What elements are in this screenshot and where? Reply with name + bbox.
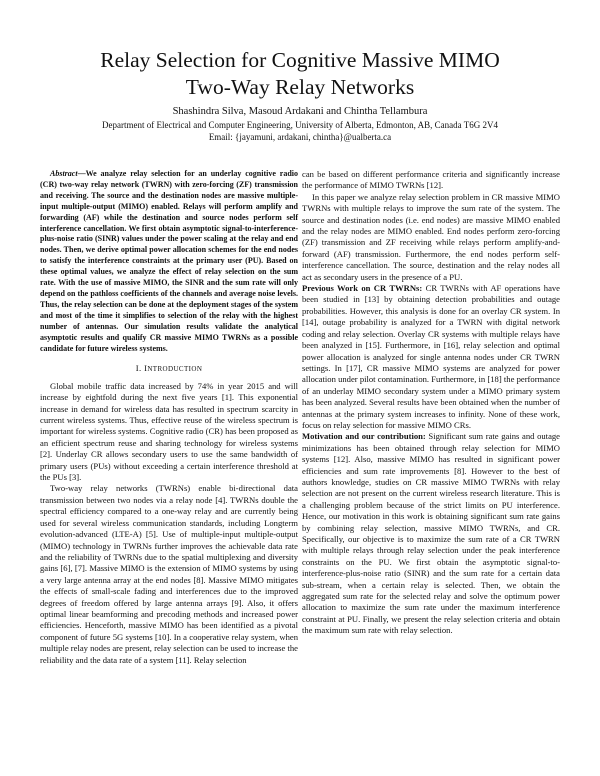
intro-paragraph-2-continued: can be based on different performance criteria and significantly increase the performance of MIMO TWRNs [12].: [302, 169, 560, 191]
previous-work-text: CR TWRNs with AF operations have been studied in [13] by obtaining detection probabilities and outage probabilities. However, this analysis is done for an overlay CR system. In [14], outage probability is analyzed for a TWRN with digital network coding and relay selection. Overlay CR systems with multiple relays have been analyzed in [15]. Furthermore, in [16], relay selection and optimal power allocation is analyzed for single antenna nodes under CR TWRN settings. In [17], CR massive MIMO systems are analyzed for power allocation under pilot contamination. Furthermore, in [18] the performance of an underlay MIMO secondary system under a MIMO primary system has been analyzed. Several results have been obtained when the number of antennas at the primary system increases to infinity. None of these work, focus on relay selection for massive MIMO CRs.: [302, 283, 561, 430]
author-list: Shashindra Silva, Masoud Ardakani and Chintha Tellambura: [172, 106, 428, 117]
paper-title: [40, 47, 560, 101]
intro-paragraph-1: Global mobile traffic data increased by 74% in year 2015 and will increase by eightfold during the next five years [1]. This exponential increase in demand for wireless data has resulted in spectrum scarcity in current wireless systems. Thus, effective reuse of the wireless spectrum is important for wireless systems. Cognitive radio (CR) has been proposed as an efficient spectrum reuse and sharing technology for wireless systems [2]. Underlay CR allows secondary users to use the same bandwidth of primary users (PUs) without exceeding a certain interference threshold at the PUs [3].: [40, 380, 298, 483]
previous-work-heading: Previous Work on CR TWRNs:: [302, 283, 423, 294]
motivation-paragraph: [302, 431, 560, 636]
affiliation-block: [30, 119, 570, 143]
section-heading-introduction: [40, 363, 298, 375]
section-title-rest: NTRODUCTION: [147, 365, 203, 374]
previous-work-paragraph: [302, 283, 560, 431]
intro-paragraph-3: In this paper we analyze relay selection problem in CR massive MIMO TWRNs with multiple relays to improve the sum rate of the system. The source and destination nodes (i.e. end nodes) are massive MIMO enabled and the relay nodes are MIMO enabled. End nodes perform zero-forcing (ZF) transmission and ZF receiving while relays perform amplify-and-forward (AF) transmission. Furthermore, the end nodes perform self-interference cancellation. The source, destination and the relay nodes all act as secondary users in the presence of a PU.: [302, 191, 560, 282]
paper-title-line2: Two-Way Relay Networks: [185, 75, 415, 99]
section-number: I.: [135, 363, 142, 374]
affiliation: Department of Electrical and Computer Engineering, University of Alberta, Edmonton, AB, Canada T6G 2V4: [102, 120, 498, 130]
abstract-text: —We analyze relay selection for an underlay cognitive radio (CR) two-way relay network (TWRN) with zero-forcing (ZF) transmission and receiving. The source and the destination nodes are massive multiple-input multiple-output (MIMO) enabled. Relays will perform amplify and forwarding (AF) while the destination and source nodes perform self interference cancellation. We first obtain asymptotic signal-to-interference-plus-noise ratio (SINR) values under the power scaling at the relay and end nodes. Then, we derive optimal power allocation schemes for the end nodes to satisfy the interference constraints at the primary user (PU). Based on these optimal values, we analyze the effect of relay selection on the sum rate. With the use of massive MIMO, the SINR and the sum rate will only depend on the pathloss coefficients of the channels and average noise levels. Thus, the relay selection can be done at the deployment stages of the system and most of the time it simplifies to selection of the relay with the highest number of antennas. Our simulation results validate the analytical asymptotic results and qualify CR massive MIMO TWRNs as a possible candidate for future wireless systems.: [40, 169, 298, 353]
abstract: [40, 169, 298, 354]
intro-paragraph-2: Two-way relay networks (TWRNs) enable bi-directional data transmission between two nodes via a relay node [4]. TWRNs double the spectral efficiency compared to a one-way relay and are currently being used for several wireless communication standards, including Longterm evolution-advanced (LTE-A) [5]. Use of multiple-input multiple-output (MIMO) technology in TWRNs further improves the achievable data rate and the reliability of TWRNs due to the spatial multiplexing and diversity gains [6], [7]. Massive MIMO is the extension of MIMO systems by using a very large antenna array at the end nodes [8]. Massive MIMO mitigates the effects of small-scale fading and interferences due to the improved degrees of freedom offered by large antenna arrays [9]. Also, it offers optimal linear beamforming and precoding methods and increased power efficiencies. Henceforth, massive MIMO has been identified as a pivotal component of future 5G systems [10]. In a cooperative relay system, when multiple relay nodes are present, relay selection can be used to increase the reliability and the data rate of a system [11]. Relay selection: [40, 483, 298, 665]
motivation-heading: Motivation and our contribution:: [302, 431, 426, 442]
section-title-first-letter: I: [144, 363, 148, 374]
left-column: [40, 169, 298, 666]
abstract-lead: Abstract: [50, 169, 78, 178]
email-line: Email: {jayamuni, ardakani, chintha}@ualberta.ca: [208, 132, 392, 142]
right-column: [302, 169, 560, 637]
paper-title-line1: Relay Selection for Cognitive Massive MIMO: [100, 48, 500, 72]
motivation-text: Significant sum rate gains and outage minimizations has been obtained through relay selection for MIMO systems [12]. Also, massive MIMO has resulted in significant power efficiencies and sum rate improvements [8]. However to the best of authors knowledge, studies on CR massive MIMO TWRNs with relay selection are not present on the current wireless research literature. This is a challenging problem because of the strict limits on PU interference. Hence, our motivation in this work is obtaining significant sum rate gains by combining relay selection, massive MIMO TWRNs, and CR. Specifically, our objective is to maximize the sum rate of a CR TWRN with multiple relays through relay selection under the peak interference constraints on the PU. We first obtain the asymptotic signal-to-interference-plus-noise ratio (SINR) and the sum rate for a certain data sub-stream, when a certain relay is selected. Then, we obtain the aggregated sum rate for the selected relay and solve the optimum power allocation to maximize the sum rate under the maximum interference constraint at PU. Finally, we present the relay selection criteria and obtain the maximum sum rate with relay selection.: [302, 431, 560, 636]
